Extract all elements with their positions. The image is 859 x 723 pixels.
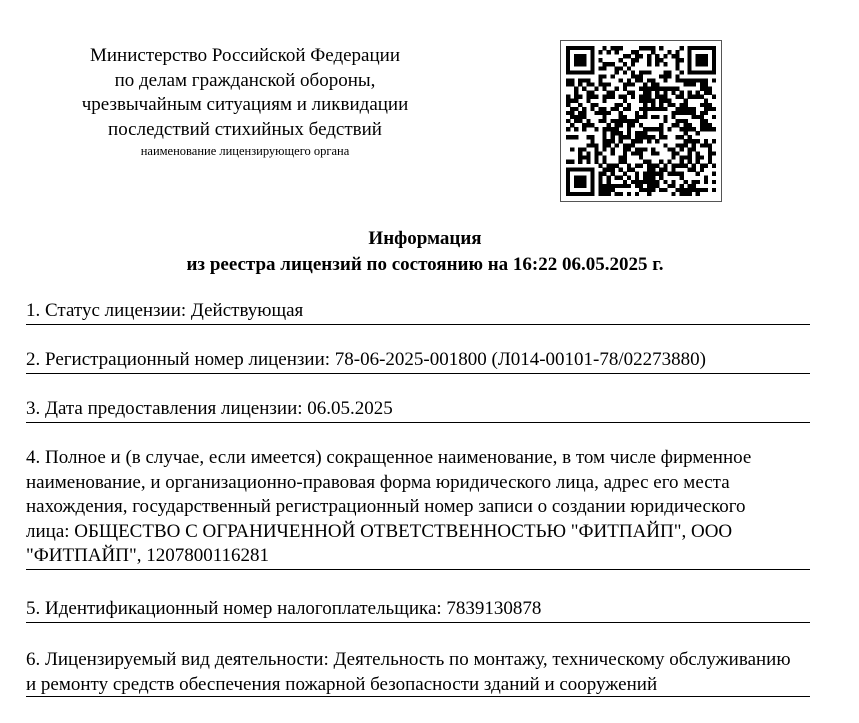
licensed-activity-line-1: 6. Лицензируемый вид деятельности: Деятельность по монтажу, техническому обслуживанию [26,649,791,670]
licensed-activity [26,648,848,697]
license-status: 1. Статус лицензии: Действующая [26,299,810,325]
licensing-authority [55,44,435,160]
licensed-activity-underline [26,696,810,697]
licensee-name-line-4: лица: ОБЩЕСТВО С ОГРАНИЧЕННОЙ ОТВЕТСТВЕННОСТЬЮ "ФИТПАЙП", ООО [26,520,733,542]
document-title [0,226,850,278]
authority-name-line-1: Министерство Российской Федерации [89,45,400,66]
taxpayer-id: 5. Идентификационный номер налогоплательщика: 7839130878 [26,597,810,623]
authority-name-line-3: чрезвычайным ситуациям и ликвидации [81,94,409,115]
licensee-name-line-1: 4. Полное и (в случае, если имеется) сокращенное наименование, в том числе фирменное [26,447,752,468]
authority-name-line-2: по делам гражданской обороны, [114,69,376,91]
licensee-name-line-3: нахождения, государственный регистрационный номер записи о создании юридического [26,496,746,517]
licensee-name-line-2: наименование, и организационно-правовая форма юридического лица, адрес его места [26,471,730,493]
qr-code [560,40,722,202]
authority-name-line-4: последствий стихийных бедствий [108,118,382,140]
licensee-name-block [26,446,810,570]
licensed-activity-line-2: и ремонту средств обеспечения пожарной безопасности зданий и сооружений [26,673,658,695]
license-issue-date: 3. Дата предоставления лицензии: 06.05.2025 [26,397,810,423]
authority-caption: наименование лицензирующего органа [140,144,350,158]
license-registration-number: 2. Регистрационный номер лицензии: 78-06-2025-001800 (Л014-00101-78/02273880) [26,348,810,374]
licensee-name-line-5: "ФИТПАЙП", 1207800116281 [26,545,270,566]
title-subheading: из реестра лицензий по состоянию на 16:22 06.05.2025 г. [186,254,664,275]
qr-code-icon [566,46,716,196]
title-heading: Информация [368,228,482,249]
